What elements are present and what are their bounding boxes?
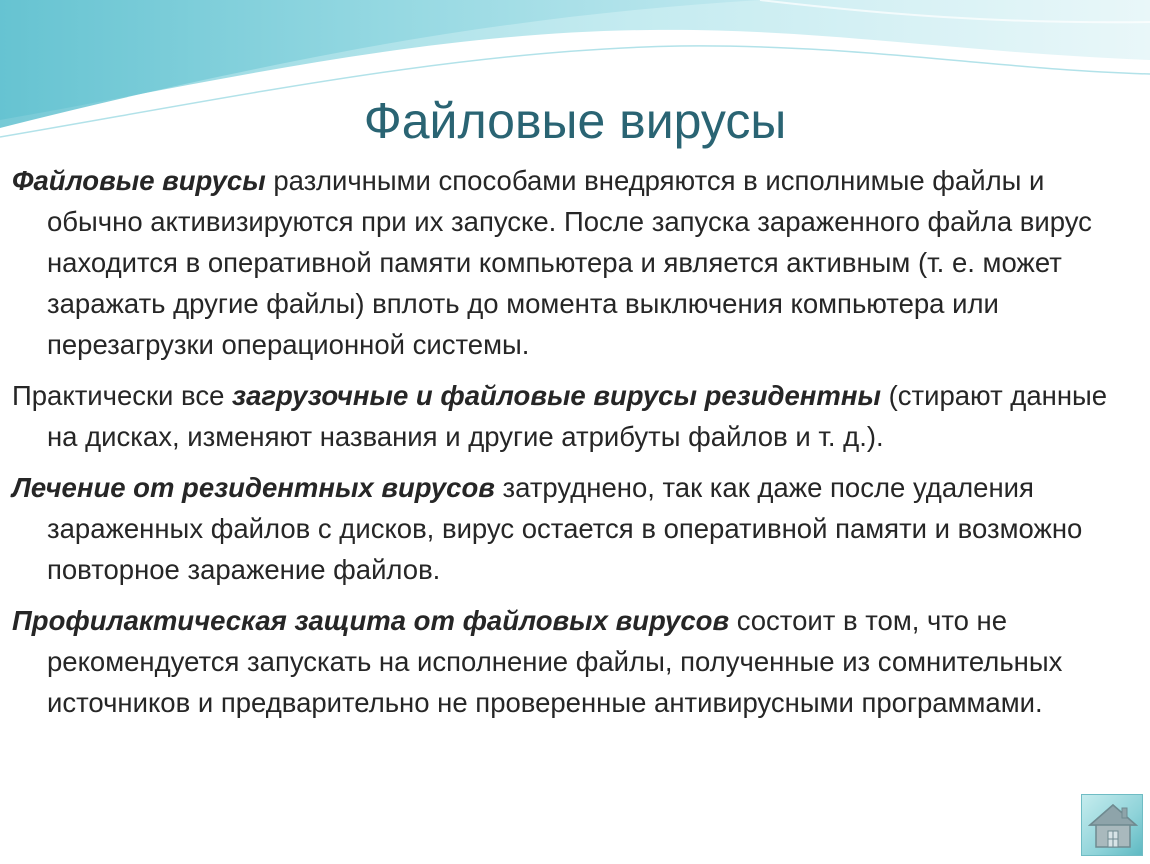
paragraph-lead-text: Практически все [12, 380, 233, 411]
paragraph-resident [12, 375, 1137, 457]
slide-title: Файловые вирусы [363, 93, 787, 149]
home-icon [1088, 803, 1138, 849]
emphasis-text: Профилактическая защита от файловых вирусов [12, 605, 730, 636]
paragraph-text: (стирают данные на дисках, изменяют названия и другие атрибуты файлов и т. д.). [47, 380, 1108, 452]
paragraph-file-viruses [12, 160, 1137, 365]
emphasis-text: Файловые вирусы [12, 165, 266, 196]
paragraph-text: затруднено, так как даже после удаления зараженных файлов с дисков, вирус остается в оперативной памяти и возможно повторное заражение файлов. [47, 472, 1083, 585]
home-button[interactable] [1081, 794, 1143, 856]
paragraph-text: различными способами внедряются в исполнимые файлы и обычно активизируются при их запуске. После запуска зараженного файла вирус находится в оперативной памяти компьютера и является активным (т. е. может заражать другие файлы) вплоть до момента выключения компьютера или перезагрузки операционной системы. [47, 165, 1092, 360]
paragraph-treatment [12, 467, 1137, 590]
paragraph-text: состоит в том, что не рекомендуется запускать на исполнение файлы, полученные из сомнительных источников и предварительно не проверенные антивирусными программами. [47, 605, 1063, 718]
emphasis-text: загрузочные и файловые вирусы резидентны [232, 380, 881, 411]
paragraph-prevention [12, 600, 1137, 723]
slide-body [12, 160, 1137, 733]
emphasis-text: Лечение от резидентных вирусов [12, 472, 495, 503]
